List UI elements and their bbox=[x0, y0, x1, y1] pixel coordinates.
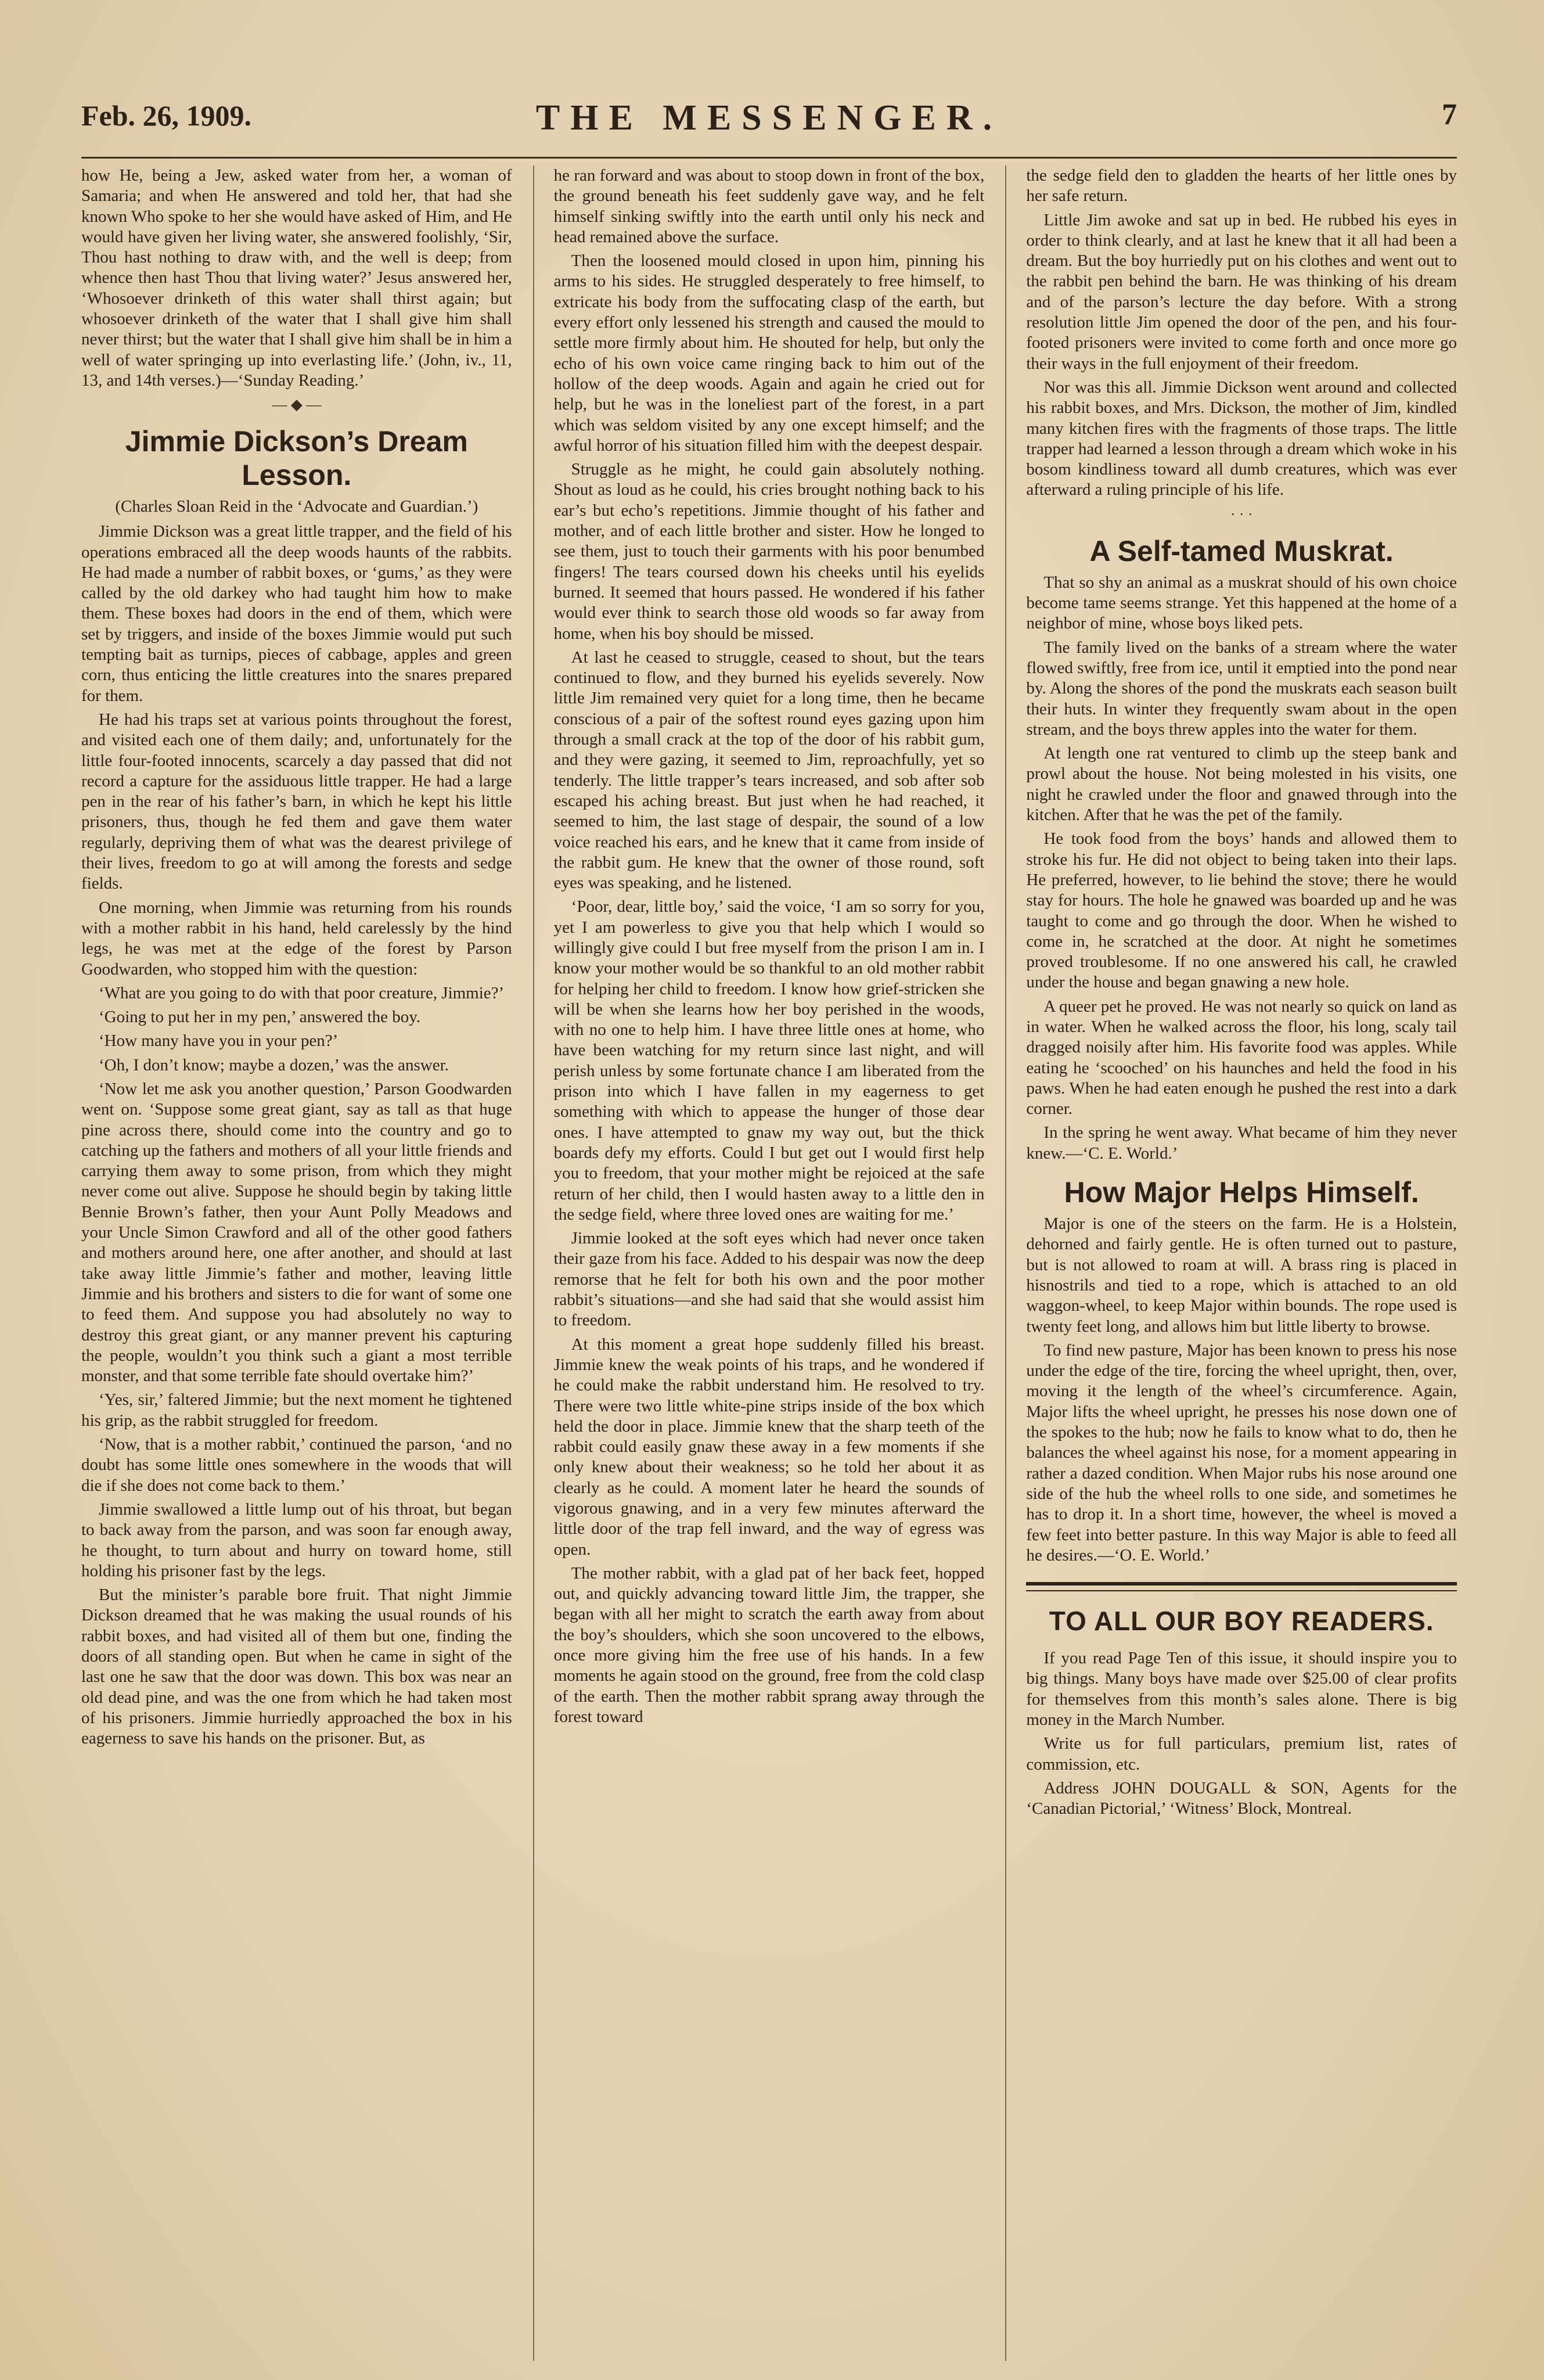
article-paragraph: He had his traps set at various points throughout the forest, and visited each one of them daily; and, unfortunately for the little four-footed innocents, scarcely a day passed that did not record a capture for the assiduous little trapper. He had a large pen in the rear of his father’s barn, in which he kept his little prisoners, thus, though he fed them and gave them water regularly, depriving them of what was the dearest privilege of their lives, freedom to go at will among the forests and sedge fields. bbox=[81, 710, 512, 893]
article-paragraph: Little Jim awoke and sat up in bed. He rubbed his eyes in order to think clearly, and at last he knew that it all had been a dream. But the boy hurriedly put on his clothes and went out to the rabbit pen behind the barn. He was thinking of his dream and of the parson’s lecture the day before. With a strong resolution little Jim opened the door of the pen, and his four-footed prisoners were invited to come forth and once more go their ways in the full enjoyment of their freedom. bbox=[1026, 210, 1457, 373]
article-paragraph: Jimmie Dickson was a great little trapper, and the field of his operations embraced all the deep woods haunts of the rabbits. He had made a number of rabbit boxes, or ‘gums,’ as they were called by the old darkey who had taught him how to make them. These boxes had doors in the end of them, which were set by triggers, and inside of the boxes Jimmie would put such tempting bait as turnips, pieces of cabbage, apples and green corn, thus enticing the little creatures into the snares prepared for them. bbox=[81, 522, 512, 705]
light-rule bbox=[1026, 1590, 1457, 1591]
article-paragraph: But the minister’s parable bore fruit. That night Jimmie Dickson dreamed that he was making the usual rounds of his rabbit boxes, and had visited all of them but one, finding the doors of all standing open. But when he came in sight of the last one he saw that the door was down. This box was near an old dead pine, and was the one from which he had taken most of his prisoners. Jimmie hurriedly approached the box in his eagerness to save his hands on the prisoner. But, as bbox=[81, 1586, 512, 1748]
article-paragraph: Major is one of the steers on the farm. He is a Holstein, dehorned and fairly gentle. He is often turned out to pasture, but is not allowed to roam at will. A brass ring is placed in hisnostrils and tied to a rope, which is attached to an old waggon-wheel, to keep Major within bounds. The rope used is twenty feet long, and allows him but little liberty to browse. bbox=[1026, 1214, 1457, 1336]
article-paragraph: In the spring he went away. What became of him they never knew.—‘C. E. World.’ bbox=[1026, 1123, 1457, 1163]
column-2 bbox=[533, 166, 985, 2361]
article-title: How Major Helps Himself. bbox=[1064, 1176, 1419, 1209]
article-paragraph: One morning, when Jimmie was returning from his rounds with a mother rabbit in his hand, held carelessly by the hind legs, he was met at the edge of the forest by Parson Goodwarden, who stopped him with the question: bbox=[81, 898, 512, 979]
newspaper-title: THE MESSENGER. bbox=[535, 98, 1003, 138]
article-paragraph: he ran forward and was about to stoop down in front of the box, the ground beneath his feet suddenly gave way, and he felt himself sinking swiftly into the earth until only his neck and head remained above the surface. bbox=[553, 166, 985, 246]
article-paragraph: ‘How many have you in your pen?’ bbox=[99, 1031, 339, 1051]
article-title: Jimmie Dickson’s Dream Lesson. bbox=[125, 425, 468, 492]
article-title: A Self-tamed Muskrat. bbox=[1089, 534, 1394, 567]
article-paragraph: ‘Oh, I don’t know; maybe a dozen,’ was the answer. bbox=[99, 1055, 449, 1074]
article-paragraph: ‘Now let me ask you another question,’ Parson Goodwarden went on. ‘Suppose some great giant, say as tall as that huge pine across there, should come into the country and go to catching up the fathers and mothers of all your little friends and carrying them away to some prison, from which they might never come out alive. Suppose he should begin by taking little Bennie Brown’s father, then your Aunt Polly Meadows and your Uncle Simon Crawford and all of the other good fathers and mothers around here, one after another, and should at last take away little Jimmie’s father and mother, leaving little Jimmie and his brothers and sisters to die for want of some one to feed them. And suppose you had absolutely no way to destroy this great giant, or any manner prevent his capturing the people, wouldn’t you think such a giant a most terrible monster, and that some terrible fate should overtake him?’ bbox=[81, 1079, 512, 1386]
page-number: 7 bbox=[1442, 98, 1457, 131]
article-paragraph: how He, being a Jew, asked water from her, a woman of Samaria; and when He answered and told her, that had she known Who spoke to her she would have asked of Him, and He would have given her living water, she answered foolishly, ‘Sir, Thou hast nothing to draw with, and the well is deep; from whence then hast Thou that living water?’ Jesus answered her, ‘Whosoever drinketh of this water shall thirst again; but whosoever drinketh of the water that I shall give him shall never thirst; but the water that I shall give him shall be in him a well of water springing up into everlasting life.’ (John, iv., 11, 13, and 14th verses.)—‘Sunday Reading.’ bbox=[81, 166, 512, 390]
masthead bbox=[81, 87, 1457, 159]
column-1 bbox=[81, 166, 512, 2361]
column-3 bbox=[1005, 166, 1457, 2361]
article-paragraph: Jimmie looked at the soft eyes which had never once taken their gaze from his face. Added to his despair was now the deep remorse that he felt for both his own and the poor mother rabbit’s situations—and she had said that she would assist him to freedom. bbox=[553, 1229, 985, 1330]
article-paragraph: Nor was this all. Jimmie Dickson went around and collected his rabbit boxes, and Mrs. Dickson, the mother of Jim, kindled many kitchen fires with the fragments of those traps. The little trapper had learned a lesson through a dream which woke in his bosom kindliness toward all dumb creatures, which was ever afterward a ruling principle of his life. bbox=[1026, 378, 1457, 499]
article-paragraph: ‘Going to put her in my pen,’ answered the boy. bbox=[99, 1008, 421, 1027]
heavy-rule bbox=[1026, 1582, 1457, 1586]
article-paragraph: That so shy an animal as a muskrat should of his own choice become tame seems strange. Yet this happened at the home of a neighbor of mine, whose boys liked pets. bbox=[1026, 573, 1457, 633]
article-paragraph: To find new pasture, Major has been known to press his nose under the edge of the tire, forcing the wheel upright, then, over, moving it the length of the wheel’s circumference. Again, Major lifts the wheel upright, he presses his nose down one of the spokes to the hub; now he fails to know what to do, then he balances the wheel against his nose, for a moment appearing in rather a dazed condition. When Major rubs his nose around one side of the hub the wheel rolls to one side, and sometimes he has to drop it. In a short time, however, the wheel is moved a few feet into better pasture. In this way Major is able to feed all he desires.—‘O. E. World.’ bbox=[1026, 1340, 1457, 1565]
notice-title: TO ALL OUR BOY READERS. bbox=[1049, 1606, 1434, 1637]
article-paragraph: ‘Poor, dear, little boy,’ said the voice, ‘I am so sorry for you, yet I am powerless to give you that help which I would so willingly give could I but free myself from the prison I am in. I know your mother would be so thankful to an old mother rabbit for helping her child to freedom. I know how grief-stricken she will be when she learns how her boy perished in the woods, with no one to help him. I have three little ones at home, who have been watching for my return since last night, and will perish unless by some fortunate chance I am liberated from the prison into which I have fallen in my eagerness to get something with which to appease the hunger of those dear ones. I have attempted to gnaw my way out, but the thick boards defy my efforts. Could I but get out I would first help you to freedom, that your mother might be rejoiced at the safe return of her child, then I would hasten away to a little den in the sedge field, where three loved ones are waiting for me.’ bbox=[553, 897, 985, 1224]
notice-paragraph: Address JOHN DOUGALL & SON, Agents for the ‘Canadian Pictorial,’ ‘Witness’ Block, Montreal. bbox=[1026, 1778, 1457, 1818]
article-paragraph: He took food from the boys’ hands and allowed them to stroke his fur. He did not object to being taken into their laps. He preferred, however, to lie behind the stove; there he would stay for hours. The hole he gnawed was boarded up and he was taught to come and go through the door. When he wished to come in, he scratched at the door. At night he sometimes proved troublesome. If no one answered his call, he crawled under the house and began gnawing a new hole. bbox=[1026, 829, 1457, 992]
article-paragraph: ‘What are you going to do with that poor creature, Jimmie?’ bbox=[99, 983, 505, 1002]
article-paragraph: At this moment a great hope suddenly filled his breast. Jimmie knew the weak points of his traps, and he wondered if he could make the rabbit understand him. He resolved to try. There were two little white-pine strips inside of the box which held the door in place. Jimmie knew that the sharp teeth of the rabbit could easily gnaw these away in a few moments if she only knew about their weakness; so he told her about it as clearly as he could. A moment later he heard the sounds of vigorous gnawing, and in a very few minutes afterward the little door of the trap fell inward, and the way of egress was open. bbox=[553, 1335, 985, 1559]
notice-paragraph: Write us for full particulars, premium list, rates of commission, etc. bbox=[1026, 1734, 1457, 1774]
article-paragraph: The family lived on the banks of a stream where the water flowed swiftly, free from ice, until it emptied into the pond near by. Along the shores of the pond the muskrats each season built their huts. In winter they frequently swam about in the open stream, and the boys threw apples into the water for them. bbox=[1026, 638, 1457, 739]
ornament-divider: · · · bbox=[1230, 505, 1253, 523]
article-byline: (Charles Sloan Reid in the ‘Advocate and Guardian.’) bbox=[115, 497, 478, 516]
article-paragraph: Struggle as he might, he could gain absolutely nothing. Shout as loud as he could, his cries brought nothing back to his ear’s but echo’s repetitions. Jimmie thought of his father and mother, and of each little brother and sister. How he longed to see them, just to touch their garments with his poor benumbed fingers! The tears coursed down his cheeks until his eyelids burned. It seemed that hours passed. He wondered if his father would ever think to search those old woods so far away from home, when his boy should be missed. bbox=[553, 460, 985, 643]
issue-date: Feb. 26, 1909. bbox=[81, 99, 252, 132]
article-paragraph: At last he ceased to struggle, ceased to shout, but the tears continued to flow, and they burned his eyelids severely. Now little Jim remained very quiet for a long time, then he became conscious of a pair of the softest round eyes gazing upon him through a small crack at the top of the door of his rabbit gum, and they were gazing, it seemed to Jim, reproachfully, yet so tenderly. The little trapper’s tears increased, and sob after sob escaped his aching breast. But just when he had reached, it seemed to him, the last stage of despair, the sound of a low voice reached his ears, and he knew that it came from inside of the rabbit gum. He knew that the owner of those round, soft eyes was speaking, and he listened. bbox=[553, 648, 985, 893]
article-paragraph: The mother rabbit, with a glad pat of her back feet, hopped out, and quickly advancing toward little Jim, the trapper, she began with all her might to scratch the earth away from about the boy’s shoulders, which she soon uncovered to the elbows, once more giving him the free use of his hands. In a few moments he again stood on the ground, free from the cold clasp of the earth. Then the mother rabbit sprang away through the forest toward bbox=[553, 1563, 985, 1726]
article-paragraph: ‘Yes, sir,’ faltered Jimmie; but the next moment he tightened his grip, as the rabbit struggled for freedom. bbox=[81, 1390, 512, 1430]
notice-paragraph: If you read Page Ten of this issue, it should inspire you to big things. Many boys have made over $25.00 of clear profits for themselves from this month’s sales alone. There is big money in the March Number. bbox=[1026, 1649, 1457, 1729]
article-paragraph: Then the loosened mould closed in upon him, pinning his arms to his sides. He struggled desperately to free himself, to extricate his body from the suffocating clasp of the earth, but every effort only lessened his strength and caused the mould to settle more firmly about him. He shouted for help, but only the echo of his own voice came ringing back to him out of the hollow of the deep woods. Again and again he cried out for help, but he was in the loneliest part of the forest, in a part which was seldom visited by any one except himself; and the awful horror of his situation filled him with the deepest despair. bbox=[553, 251, 985, 455]
article-paragraph: At length one rat ventured to climb up the steep bank and prowl about the house. Not being molested in his visits, one night he crawled under the floor and gnawed through into the kitchen. After that he was the pet of the family. bbox=[1026, 744, 1457, 825]
article-paragraph: A queer pet he proved. He was not nearly so quick on land as in water. When he walked across the floor, his long, scaly tail dragged noisily after him. His favorite food was apples. While eating he ‘scooched’ on his haunches and held the food in his paws. When he had eaten enough he pushed the rest into a dark corner. bbox=[1026, 997, 1457, 1119]
article-paragraph: the sedge field den to gladden the hearts of her little ones by her safe return. bbox=[1026, 166, 1457, 206]
ornament-divider: — ◆ — bbox=[272, 396, 322, 414]
article-paragraph: Jimmie swallowed a little lump out of his throat, but began to back away from the parson, and was soon far enough away, he thought, to turn about and hurry on toward home, still holding his prisoner fast by the legs. bbox=[81, 1500, 512, 1580]
article-columns bbox=[81, 166, 1457, 2361]
article-paragraph: ‘Now, that is a mother rabbit,’ continued the parson, ‘and no doubt has some little ones somewhere in the woods that will die if she does not come back to them.’ bbox=[81, 1435, 512, 1495]
